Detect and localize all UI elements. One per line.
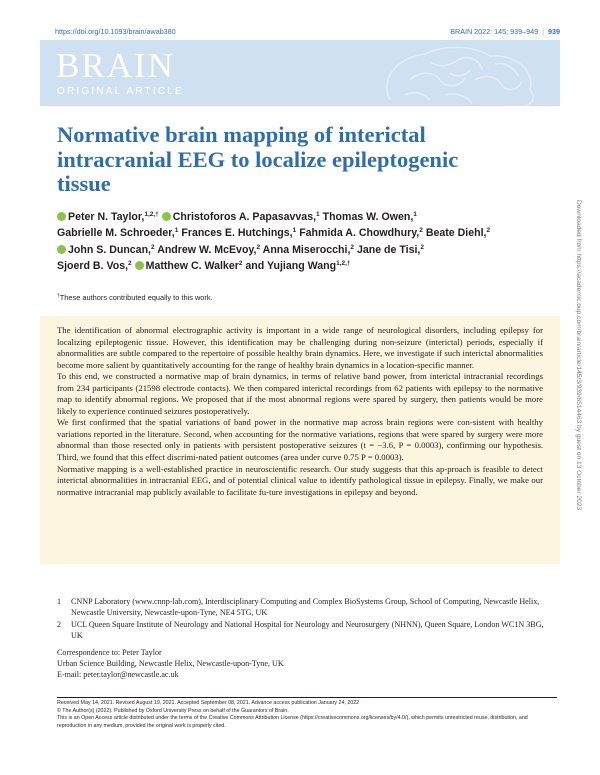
- article-title: Normative brain mapping of interictal intracranial EEG to localize epileptogenic tissue: [57, 122, 459, 196]
- author-affiliation-marker: 1: [174, 227, 179, 235]
- author-affiliation-marker: 1: [413, 211, 417, 218]
- header-citation: [450, 27, 560, 36]
- author-affiliation-marker: 2: [350, 243, 355, 251]
- author-list: [57, 208, 557, 273]
- author-name: Fahmida A. Chowdhury,: [299, 227, 420, 240]
- footer-notes: [57, 700, 557, 731]
- license-text: This is an Open Access article distributed under the terms of the Creative Commons Attribution License (https://creativecommons.org/licenses/by/4.0/), which permits unrestricted reuse, distribution, and reproduction in any medium, provided the original work is properly cited.: [57, 715, 528, 730]
- author-affiliation-marker: 2: [256, 243, 261, 251]
- affiliation-item: [57, 619, 553, 641]
- author-affiliation-marker: 2: [151, 243, 155, 251]
- author-affiliation-marker: 2: [128, 259, 132, 267]
- affiliation-number: 2: [57, 620, 62, 629]
- orcid-icon[interactable]: [135, 261, 144, 270]
- citation-text: BRAIN 2022: 145; 939–949: [450, 27, 539, 36]
- article-type-label: ORIGINAL ARTICLE: [57, 86, 184, 97]
- author-name: John S. Duncan,: [68, 243, 151, 256]
- author-affiliation-marker: 1: [292, 227, 297, 235]
- author-name: Sjoerd B. Vos,: [57, 259, 129, 272]
- download-watermark: Downloaded from https://academic.oup.com/brain/article/145/3/939/6514463 by guest on 13 October 2023: [575, 200, 582, 511]
- author-name: Matthew C. Walker: [145, 259, 239, 272]
- orcid-icon[interactable]: [162, 212, 171, 221]
- author-affiliation-marker: 1: [316, 211, 320, 218]
- author-name: Gabrielle M. Schroeder,: [57, 227, 175, 240]
- equal-contribution-text: These authors contributed equally to this work.: [59, 293, 213, 302]
- abstract-paragraph: We first confirmed that the spatial variations of band power in the normative map across brain regions were con-sistent with healthy variations reported in the literature. Second, when accounting for the normative variations, regions that were spared by surgery were more abnormal than those resected only in patients with persistent postoperative seizures (t = −3.6, P = 0.0003), confirming our hypothesis. Third, we found that this effect discrimi-nated patient outcomes (area under curve 0.75 P = 0.0003).: [57, 417, 543, 463]
- dagger-mark: †: [57, 293, 60, 299]
- affiliation-item: [57, 596, 553, 618]
- abstract-paragraph: Normative mapping is a well-established practice in neuroscientific research. Our study suggests that this ap-proach is feasible to detect interictal abnormalities in intracranial EEG, and of potential clinical value to identify pathological tissue in epilepsy. Finally, we make our normative intracranial map publicly available to facilitate fu-ture investigations in epilepsy and beyond.: [57, 463, 543, 497]
- header-separator: |: [542, 27, 544, 36]
- author-name: Jane de Tisi,: [356, 243, 421, 256]
- abstract-paragraph: The identification of abnormal electrographic activity is important in a wide range of neurological disorders, including epilepsy for localizing epileptogenic tissue. However, this identification may be challenging during non-seizure (interictal) periods, especially if abnormalities are subtle compared to the repertoire of possible healthy brain dynamics. Here, we investigate if such interictal abnormalities become more salient by quantitatively accounting for the range of healthy brain dynamics in a location-specific manner.: [57, 325, 543, 370]
- correspondence: [57, 647, 284, 680]
- received-dates: Received May 14, 2021. Revised August 19, 2021. Accepted September 08, 2021. Advance access publication January 24, 2022: [57, 700, 360, 706]
- author-name: Peter N. Taylor,: [68, 211, 145, 223]
- correspondence-address: Urban Science Building, Newcastle Helix, Newcastle-upon-Tyne, UK: [57, 659, 284, 668]
- author-name: Thomas W. Owen,: [322, 211, 414, 223]
- footer-divider: [57, 697, 557, 698]
- author-name: and Yujiang Wang: [245, 259, 337, 272]
- orcid-icon[interactable]: [57, 245, 66, 254]
- abstract-paragraph: To this end, we constructed a normative map of brain dynamics, in terms of relative band power, from interictal intracranial recordings from 234 participants (21598 electrode contacts). We then compared interictal recordings from 62 patients with epilepsy to the normative map to identify abnormal regions. We proposed that if the most abnormal regions were spared by surgery, then patients would be more likely to experience continued seizures postoperatively.: [57, 371, 543, 416]
- brain-illustration-icon: [350, 40, 560, 106]
- author-affiliation-marker: 2: [238, 259, 243, 267]
- author-name: Beate Diehl,: [425, 227, 487, 240]
- correspondence-name: Correspondence to: Peter Taylor: [57, 648, 162, 657]
- author-name: Anna Miserocchi,: [262, 243, 351, 256]
- affiliation-text: CNNP Laboratory (www.cnnp-lab.com), Interdisciplinary Computing and Complex BioSystems Group, School of Computing, Newcastle Helix, Newcastle University, Newcastle-upon-Tyne, NE4 5TG, UK: [71, 597, 540, 617]
- copyright-line: © The Author(s) (2022). Published by Oxford University Press on behalf of the Guarantors of Brain.: [57, 707, 289, 714]
- author-name: Andrew W. McEvoy,: [157, 243, 257, 256]
- author-name: Christoforos A. Papasavvas,: [172, 211, 317, 223]
- correspondence-email[interactable]: E-mail: peter.taylor@newcastle.ac.uk: [57, 670, 179, 679]
- affiliations: [57, 596, 553, 642]
- author-affiliation-marker: 1,2,†: [144, 211, 159, 218]
- journal-banner: [40, 40, 560, 106]
- author-affiliation-marker: 2: [486, 227, 491, 235]
- equal-contribution-note: [57, 293, 213, 302]
- doi-link[interactable]: https://doi.org/10.1093/brain/awab380: [55, 27, 176, 36]
- author-name: Frances E. Hutchings,: [181, 227, 293, 240]
- journal-logo: BRAIN: [56, 46, 175, 85]
- page-number: 939: [548, 27, 560, 36]
- affiliation-number: 1: [57, 597, 62, 606]
- orcid-icon[interactable]: [57, 212, 66, 221]
- abstract-box: [40, 316, 560, 564]
- author-affiliation-marker: 2: [419, 227, 423, 235]
- author-affiliation-marker: 1,2,†: [336, 259, 351, 267]
- author-affiliation-marker: 2: [420, 243, 424, 251]
- affiliation-text: UCL Queen Square Institute of Neurology and National Hospital for Neurology and Neurosurgery (NHNN), Queen Square, London WC1N 3BG, UK: [71, 620, 544, 640]
